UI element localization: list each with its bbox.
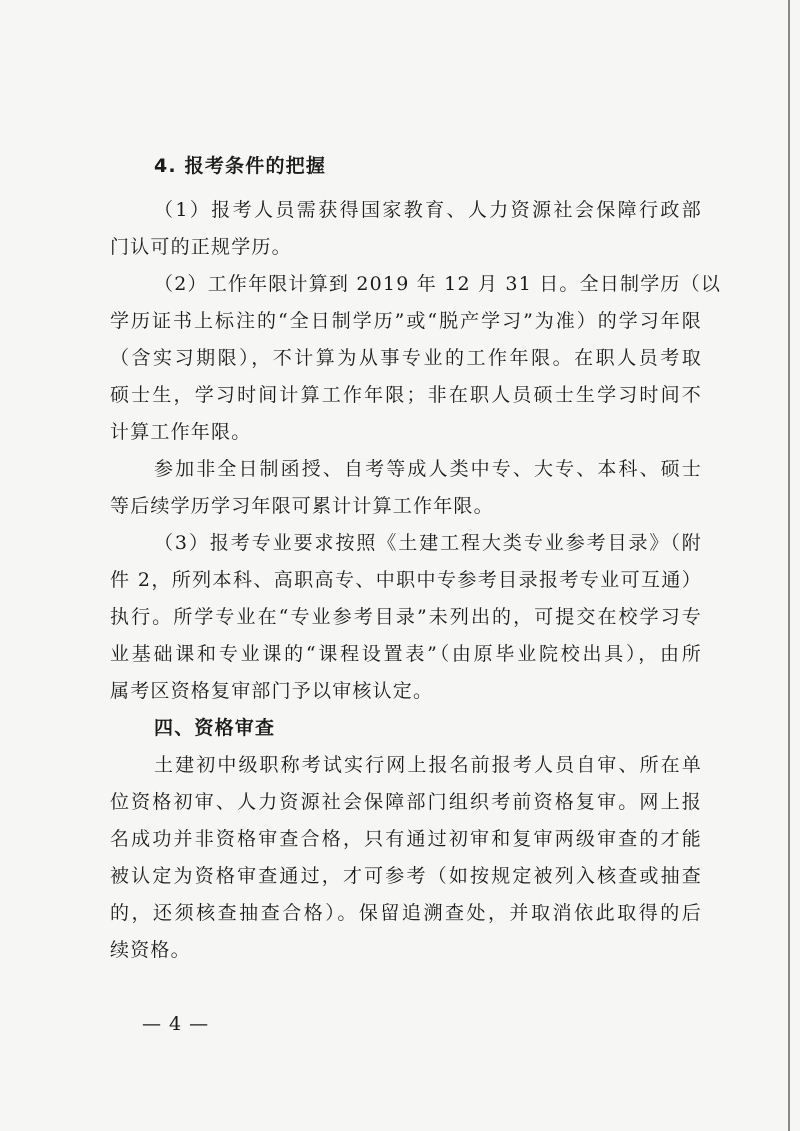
paragraph-line: 续资格。 [110, 939, 191, 961]
paragraph-line: 硕士生，学习时间计算工作年限；非在职人员硕士生学习时间不 [110, 384, 702, 406]
paragraph-line: （2）工作年限计算到 2019 年 12 月 31 日。全日制学历（以 [154, 273, 722, 295]
paragraph-line: 属考区资格复审部门予以审核认定。 [110, 680, 434, 702]
paragraph-line: 门认可的正规学历。 [110, 236, 292, 258]
paragraph-line: 的，还须核查抽查合格）。保留追溯查处，并取消依此取得的后 [110, 902, 702, 924]
section-title-qualification-review: 四、资格审查 [154, 717, 276, 739]
paragraph-line: 学历证书上标注的“全日制学历”或“脱产学习”为准）的学习年限 [110, 310, 702, 332]
paragraph-line: 等后续学历学习年限可累计计算工作年限。 [110, 495, 494, 517]
paragraph-line: （3）报考专业要求按照《土建工程大类专业参考目录》（附 [154, 532, 702, 554]
scan-page-edge [788, 0, 790, 1131]
paragraph-line: 计算工作年限。 [110, 421, 252, 443]
paragraph-line: （1）报考人员需获得国家教育、人力资源社会保障行政部 [154, 199, 702, 221]
paragraph-line: 参加非全日制函授、自考等成人类中专、大专、本科、硕士 [154, 458, 702, 480]
paragraph-line: （含实习期限），不计算为从事专业的工作年限。在职人员考取 [110, 347, 702, 369]
page-number: — 4 — [142, 1013, 210, 1035]
paragraph-line: 土建初中级职称考试实行网上报名前报考人员自审、所在单 [154, 754, 702, 776]
paragraph-line: 执行。所学专业在“专业参考目录”未列出的，可提交在校学习专 [110, 606, 702, 628]
paragraph-line: 被认定为资格审查通过，才可参考（如按规定被列入核查或抽查 [110, 865, 702, 887]
paragraph-line: 位资格初审、人力资源社会保障部门组织考前资格复审。网上报 [110, 791, 702, 813]
paragraph-line: 业基础课和专业课的“课程设置表”（由原毕业院校出具），由所 [110, 643, 702, 665]
heading-report-conditions: 4. 报考条件的把握 [154, 155, 327, 177]
paragraph-line: 件 2，所列本科、高职高专、中职中专参考目录报考专业可互通） [110, 569, 702, 591]
paragraph-line: 名成功并非资格审查合格，只有通过初审和复审两级审查的才能 [110, 828, 702, 850]
